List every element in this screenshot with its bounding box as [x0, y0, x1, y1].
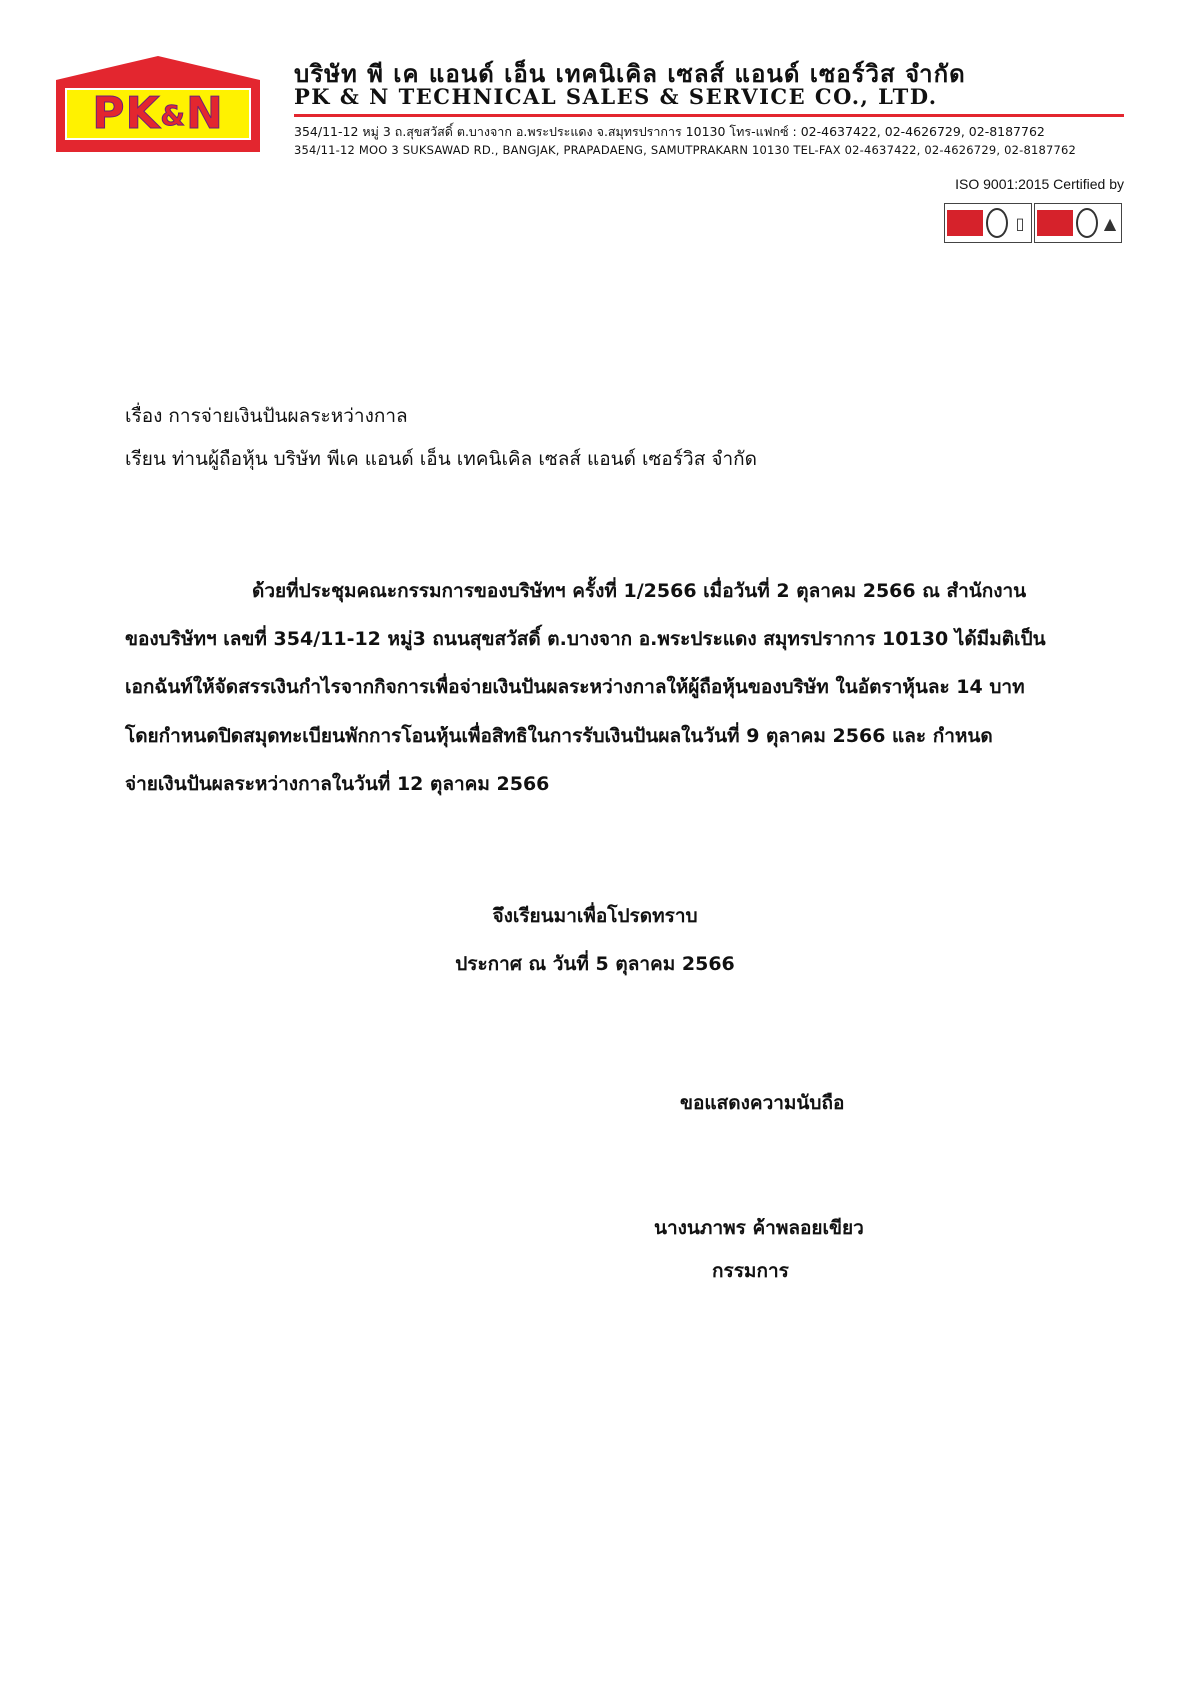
company-address-english: 354/11-12 MOO 3 SUKSAWAD RD., BANGJAK, PRAPADAENG, SAMUTPRAKARN 10130 TEL-FAX 02-4637422, 02-4626729, 02-8187762 [294, 143, 1077, 157]
company-name-thai: บริษัท พี เค แอนด์ เอ็น เทคนิเคิล เซลส์ แอนด์ เซอร์วิส จำกัด [294, 60, 966, 88]
closing-line: จึงเรียนมาเพื่อโปรดทราบ [492, 905, 698, 927]
regards-line: ขอแสดงความนับถือ [680, 1092, 845, 1114]
logo-red-box [56, 80, 260, 152]
certification-seal-icon [986, 208, 1008, 238]
paragraph-line-5: จ่ายเงินปันผลระหว่างกาลในวันที่ 12 ตุลาคม 2566 [125, 773, 550, 795]
certifier-logo-icon [1037, 210, 1073, 236]
announcement-date: ประกาศ ณ วันที่ 5 ตุลาคม 2566 [455, 953, 735, 975]
paragraph-line-3: เอกฉันท์ให้จัดสรรเงินกำไรจากกิจการเพื่อจ่ายเงินปันผลระหว่างกาลให้ผู้ถือหุ้นของบริษัท ในอัตราหุ้นละ 14 บาท [125, 676, 1025, 698]
iso-certification-badge-icon [944, 203, 1032, 243]
company-logo [56, 56, 260, 152]
logo-text-left: PK [92, 88, 161, 139]
paragraph-line-2: ของบริษัทฯ เลขที่ 354/11-12 หมู่3 ถนนสุขสวัสดิ์ ต.บางจาก อ.พระประแดง สมุทรปราการ 10130 ได้มีมติเป็น [125, 628, 1046, 650]
letterhead-divider [294, 114, 1124, 117]
logo-roof-shape [56, 56, 260, 80]
paragraph-line-4: โดยกำหนดปิดสมุดทะเบียนพักการโอนหุ้นเพื่อสิทธิในการรับเงินปันผลในวันที่ 9 ตุลาคม 2566 และ กำหนด [125, 725, 993, 747]
logo-text [92, 88, 224, 139]
letter-salutation: เรียน ท่านผู้ถือหุ้น บริษัท พีเค แอนด์ เอ็น เทคนิเคิล เซลส์ แอนด์ เซอร์วิส จำกัด [125, 448, 757, 470]
letter-subject: เรื่อง การจ่ายเงินปันผลระหว่างกาล [125, 405, 408, 427]
logo-yellow-panel [65, 88, 251, 140]
accreditation-mark-icon: ▯ [1015, 214, 1025, 233]
certifier-logo-icon [947, 210, 983, 236]
tower-mark-icon: ▲ [1103, 214, 1117, 233]
logo-amp: & [160, 99, 186, 132]
iso-certification-label: ISO 9001:2015 Certified by [955, 176, 1124, 192]
company-address-thai: 354/11-12 หมู่ 3 ถ.สุขสวัสดิ์ ต.บางจาก อ.พระประแดง จ.สมุทรปราการ 10130 โทร-แฟกซ์ : 02-4637422, 02-4626729, 02-8187762 [294, 124, 1045, 139]
certification-seal-icon [1076, 208, 1098, 238]
logo-text-right: N [185, 88, 224, 139]
signer-name: นางนภาพร ค้าพลอยเขียว [654, 1217, 864, 1239]
paragraph-line-1: ด้วยที่ประชุมคณะกรรมการของบริษัทฯ ครั้งที่ 1/2566 เมื่อวันที่ 2 ตุลาคม 2566 ณ สำนักงาน [252, 580, 1027, 602]
company-name-english: PK & N TECHNICAL SALES & SERVICE CO., LTD. [294, 84, 938, 109]
iso-accreditation-badge-icon [1034, 203, 1122, 243]
signer-title: กรรมการ [712, 1260, 789, 1282]
